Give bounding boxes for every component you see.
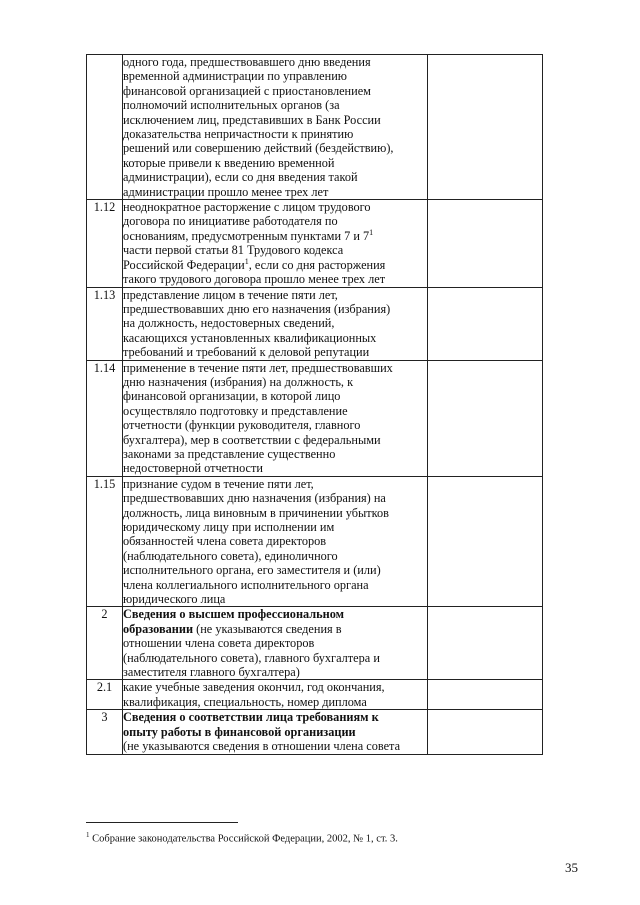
row-text [123, 607, 428, 680]
row-number: 1.14 [87, 360, 123, 476]
row-value-cell [428, 360, 543, 476]
requirements-table [86, 54, 543, 755]
footnote [86, 829, 398, 846]
row-text: одного года, предшествовавшего дню введения временной администрации по управлению финансовой организацией с приостановлением полномочий исполнительных органов (за исключением лиц, представивших в Банк России доказательства непричастности к принятию решений или совершению действий (бездействию), которые привели к введению временной администрации), если со дня введения такой администрации прошло менее трех лет [123, 55, 428, 200]
row-text: неоднократное расторжение с лицом трудового договора по инициативе работодателя по основаниям, предусмотренным пунктами 7 и $7^1$ части первой статьи 81 Трудового кодекса Российской Федерации$^1$, если со дня расторжения такого трудового договора прошло менее трех лет [123, 200, 428, 287]
table-row [87, 287, 543, 360]
row-value-cell [428, 476, 543, 607]
row-heading: Сведения о высшем профессиональном образовании [123, 607, 345, 636]
table-row [87, 607, 543, 680]
table-row [87, 710, 543, 754]
row-number: 1.15 [87, 476, 123, 607]
row-value-cell [428, 710, 543, 754]
table-row [87, 360, 543, 476]
row-value-cell [428, 287, 543, 360]
row-text: применение в течение пяти лет, предшествовавших дню назначения (избрания) на должность, к финансовой организации, в которой лицо осуществляло подготовку и представление отчетности (функции руководителя, главного бухгалтера), мер в соответствии с федеральными законами за представление существенно недостоверной отчетности [123, 360, 428, 476]
row-number: 1.13 [87, 287, 123, 360]
row-number: 2.1 [87, 680, 123, 710]
row-number: 3 [87, 710, 123, 754]
table-body [87, 55, 543, 755]
row-text: представление лицом в течение пяти лет, предшествовавших дню его назначения (избрания) на должность, недостоверных сведений, касающихся установленных квалификационных требований и требований к деловой репутации [123, 287, 428, 360]
footnote-divider [86, 822, 238, 823]
row-number [87, 55, 123, 200]
row-value-cell [428, 200, 543, 287]
footnote-ref: 1 [244, 256, 249, 266]
footnote-text: Собрание законодательства Российской Федерации, 2002, № 1, ст. 3. [92, 833, 398, 845]
table-row [87, 476, 543, 607]
row-heading-note: (не указываются сведения в отношении члена совета [123, 739, 401, 754]
row-text [123, 710, 428, 754]
table-row [87, 55, 543, 200]
footnote-mark: 1 [86, 831, 90, 839]
row-value-cell [428, 607, 543, 680]
table-row [87, 680, 543, 710]
row-value-cell [428, 55, 543, 200]
row-number: 2 [87, 607, 123, 680]
row-number: 1.12 [87, 200, 123, 287]
row-heading-note: (не указываются сведения в отношении члена совета директоров (наблюдательного совета), главного бухгалтера и заместителя главного бухгалтера) [123, 621, 380, 680]
footnote-ref: 1 [369, 227, 374, 237]
row-text: какие учебные заведения окончил, год окончания, квалификация, специальность, номер диплома [123, 680, 428, 710]
row-value-cell [428, 680, 543, 710]
table-row [87, 200, 543, 287]
row-heading: Сведения о соответствии лица требованиям к опыту работы в финансовой организации [123, 710, 379, 739]
page-number: 35 [565, 860, 578, 875]
row-text: признание судом в течение пяти лет, предшествовавших дню назначения (избрания) на должность, лица виновным в причинении убытков юридическому лицу при исполнении им обязанностей члена совета директоров (наблюдательного совета), единоличного исполнительного органа, его заместителя и (или) члена коллегиального исполнительного органа юридического лица [123, 476, 428, 607]
